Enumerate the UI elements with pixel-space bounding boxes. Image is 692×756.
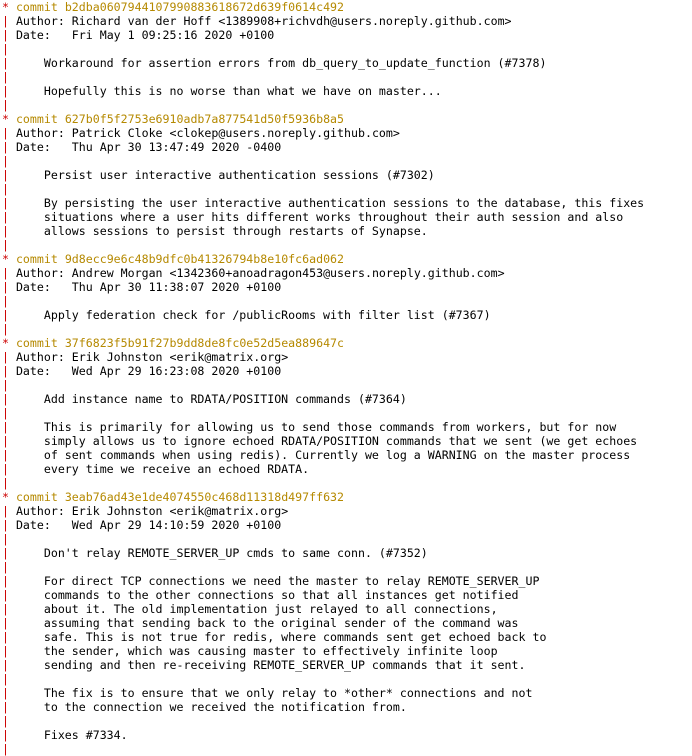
commit-hash: b2dba0607944107990883618672d639f0614c492 — [64, 0, 345, 14]
message-line — [2, 448, 692, 462]
graph-edge-icon: | — [2, 630, 9, 644]
graph-edge-icon: | — [2, 350, 9, 364]
graph-node-icon: * — [2, 336, 9, 350]
graph-edge-icon: | — [2, 126, 9, 140]
date-line — [2, 280, 692, 294]
graph-line — [2, 182, 692, 196]
message-text: Hopefully this is no worse than what we have on master... — [43, 84, 442, 98]
graph-edge-icon: | — [2, 84, 9, 98]
graph-edge-icon: | — [2, 308, 9, 322]
graph-node-icon: * — [2, 490, 9, 504]
graph-edge-icon: | — [2, 672, 9, 686]
author-line — [2, 126, 692, 140]
message-text: of sent commands when using redis). Currently we log a WARNING on the master process — [43, 448, 631, 462]
commit-label: commit — [15, 336, 58, 350]
graph-edge-icon: | — [2, 476, 9, 490]
graph-edge-icon: | — [2, 364, 9, 378]
graph-node-icon: * — [2, 112, 9, 126]
graph-node-icon: * — [2, 0, 9, 14]
graph-edge-icon: | — [2, 280, 9, 294]
message-text: assuming that sending back to the original sender of the command was — [43, 616, 519, 630]
date-label: Date: — [15, 280, 51, 294]
date-value: Thu Apr 30 13:47:49 2020 -0400 — [71, 140, 282, 154]
graph-edge-icon: | — [2, 602, 9, 616]
graph-edge-icon: | — [2, 742, 9, 756]
graph-line — [2, 294, 692, 308]
date-value: Wed Apr 29 14:10:59 2020 +0100 — [71, 518, 282, 532]
graph-edge-icon: | — [2, 644, 9, 658]
graph-edge-icon: | — [2, 70, 9, 84]
commit-label: commit — [15, 490, 58, 504]
commit-header-line — [2, 252, 692, 266]
message-line — [2, 168, 692, 182]
date-value: Wed Apr 29 16:23:08 2020 +0100 — [71, 364, 282, 378]
date-line — [2, 518, 692, 532]
message-text: Apply federation check for /publicRooms with filter list (#7367) — [43, 308, 491, 322]
message-text: the sender, which was causing master to effectively infinite loop — [43, 644, 498, 658]
message-text: By persisting the user interactive authentication sessions to the database, this fixes — [43, 196, 645, 210]
message-text: allows sessions to persist through restarts of Synapse. — [43, 224, 428, 238]
graph-edge-icon: | — [2, 56, 9, 70]
graph-line — [2, 154, 692, 168]
message-text: Fixes #7334. — [43, 728, 128, 742]
graph-edge-icon: | — [2, 546, 9, 560]
graph-edge-icon: | — [2, 420, 9, 434]
commit-header-line — [2, 490, 692, 504]
message-line — [2, 224, 692, 238]
commit-hash: 9d8ecc9e6c48b9dfc0b41326794b8e10fc6ad062 — [64, 252, 345, 266]
graph-edge-icon: | — [2, 518, 9, 532]
date-line — [2, 364, 692, 378]
date-label: Date: — [15, 364, 51, 378]
message-text: Persist user interactive authentication sessions (#7302) — [43, 168, 435, 182]
message-line — [2, 588, 692, 602]
graph-line — [2, 70, 692, 84]
graph-edge-icon: | — [2, 588, 9, 602]
message-text: about it. The old implementation just relayed to all connections, — [43, 602, 498, 616]
author-value: Richard van der Hoff <1389908+richvdh@users.noreply.github.com> — [71, 14, 512, 28]
message-line — [2, 630, 692, 644]
graph-edge-icon: | — [2, 532, 9, 546]
author-line — [2, 350, 692, 364]
commit-header-line — [2, 112, 692, 126]
author-label: Author: — [15, 14, 65, 28]
graph-edge-icon: | — [2, 462, 9, 476]
author-label: Author: — [15, 266, 65, 280]
graph-edge-icon: | — [2, 700, 9, 714]
date-line — [2, 140, 692, 154]
graph-line — [2, 238, 692, 252]
commit-label: commit — [15, 112, 58, 126]
graph-node-icon: * — [2, 252, 9, 266]
graph-edge-icon: | — [2, 238, 9, 252]
message-line — [2, 392, 692, 406]
message-text: safe. This is not true for redis, where commands sent get echoed back to — [43, 630, 547, 644]
graph-edge-icon: | — [2, 322, 9, 336]
graph-edge-icon: | — [2, 448, 9, 462]
message-text: situations where a user hits different works throughout their auth session and also — [43, 210, 624, 224]
commit-hash: 37f6823f5b91f27b9dd8de8fc0e52d5ea889647c — [64, 336, 345, 350]
graph-line — [2, 532, 692, 546]
author-line — [2, 266, 692, 280]
message-text: simply allows us to ignore echoed RDATA/POSITION commands that we sent (we get echoes — [43, 434, 638, 448]
message-text: Don't relay REMOTE_SERVER_UP cmds to same conn. (#7352) — [43, 546, 428, 560]
graph-line — [2, 42, 692, 56]
message-line — [2, 546, 692, 560]
date-line — [2, 28, 692, 42]
author-label: Author: — [15, 504, 65, 518]
date-label: Date: — [15, 140, 51, 154]
message-text: commands to the other connections so that all instances get notified — [43, 588, 519, 602]
author-value: Patrick Cloke <clokep@users.noreply.github.com> — [71, 126, 400, 140]
graph-edge-icon: | — [2, 140, 9, 154]
message-line — [2, 644, 692, 658]
author-label: Author: — [15, 126, 65, 140]
message-text: The fix is to ensure that we only relay to *other* connections and not — [43, 686, 533, 700]
graph-edge-icon: | — [2, 616, 9, 630]
graph-line — [2, 378, 692, 392]
graph-edge-icon: | — [2, 210, 9, 224]
commit-label: commit — [15, 0, 58, 14]
message-line — [2, 84, 692, 98]
message-line — [2, 462, 692, 476]
graph-edge-icon: | — [2, 182, 9, 196]
commit-hash: 3eab76ad43e1de4074550c468d11318d497ff632 — [64, 490, 345, 504]
graph-edge-icon: | — [2, 294, 9, 308]
message-text: every time we receive an echoed RDATA. — [43, 462, 310, 476]
author-label: Author: — [15, 350, 65, 364]
message-line — [2, 210, 692, 224]
graph-line — [2, 322, 692, 336]
graph-edge-icon: | — [2, 728, 9, 742]
graph-edge-icon: | — [2, 98, 9, 112]
graph-line — [2, 672, 692, 686]
graph-edge-icon: | — [2, 168, 9, 182]
date-label: Date: — [15, 28, 51, 42]
graph-edge-icon: | — [2, 14, 9, 28]
message-line — [2, 728, 692, 742]
message-line — [2, 574, 692, 588]
graph-edge-icon: | — [2, 714, 9, 728]
message-line — [2, 434, 692, 448]
author-value: Erik Johnston <erik@matrix.org> — [71, 350, 289, 364]
graph-line — [2, 98, 692, 112]
message-line — [2, 308, 692, 322]
graph-line — [2, 476, 692, 490]
commit-header-line — [2, 336, 692, 350]
commit-hash: 627b0f5f2753e6910adb7a877541d50f5936b8a5 — [64, 112, 345, 126]
graph-line — [2, 406, 692, 420]
author-value: Erik Johnston <erik@matrix.org> — [71, 504, 289, 518]
graph-edge-icon: | — [2, 42, 9, 56]
graph-edge-icon: | — [2, 196, 9, 210]
message-line — [2, 602, 692, 616]
graph-edge-icon: | — [2, 658, 9, 672]
graph-edge-icon: | — [2, 406, 9, 420]
message-text: Workaround for assertion errors from db_query_to_update_function (#7378) — [43, 56, 547, 70]
message-line — [2, 420, 692, 434]
graph-edge-icon: | — [2, 392, 9, 406]
graph-edge-icon: | — [2, 266, 9, 280]
graph-edge-icon: | — [2, 434, 9, 448]
graph-edge-icon: | — [2, 154, 9, 168]
graph-line — [2, 560, 692, 574]
message-text: Add instance name to RDATA/POSITION commands (#7364) — [43, 392, 407, 406]
message-text: to the connection we received the notification from. — [43, 700, 407, 714]
date-value: Fri May 1 09:25:16 2020 +0100 — [71, 28, 275, 42]
date-label: Date: — [15, 518, 51, 532]
date-value: Thu Apr 30 11:38:07 2020 +0100 — [71, 280, 282, 294]
author-line — [2, 504, 692, 518]
graph-edge-icon: | — [2, 686, 9, 700]
message-text: This is primarily for allowing us to send those commands from workers, but for now — [43, 420, 617, 434]
message-text: sending and then re-receiving REMOTE_SERVER_UP commands that it sent. — [43, 658, 526, 672]
message-line — [2, 196, 692, 210]
author-value: Andrew Morgan <1342360+anoadragon453@users.noreply.github.com> — [71, 266, 505, 280]
graph-edge-icon: | — [2, 224, 9, 238]
graph-edge-icon: | — [2, 574, 9, 588]
message-text: For direct TCP connections we need the master to relay REMOTE_SERVER_UP — [43, 574, 540, 588]
graph-line — [2, 742, 692, 756]
message-line — [2, 616, 692, 630]
graph-edge-icon: | — [2, 504, 9, 518]
commit-header-line — [2, 0, 692, 14]
message-line — [2, 686, 692, 700]
graph-edge-icon: | — [2, 28, 9, 42]
commit-label: commit — [15, 252, 58, 266]
graph-edge-icon: | — [2, 378, 9, 392]
message-line — [2, 56, 692, 70]
message-line — [2, 700, 692, 714]
author-line — [2, 14, 692, 28]
message-line — [2, 658, 692, 672]
graph-line — [2, 714, 692, 728]
graph-edge-icon: | — [2, 560, 9, 574]
